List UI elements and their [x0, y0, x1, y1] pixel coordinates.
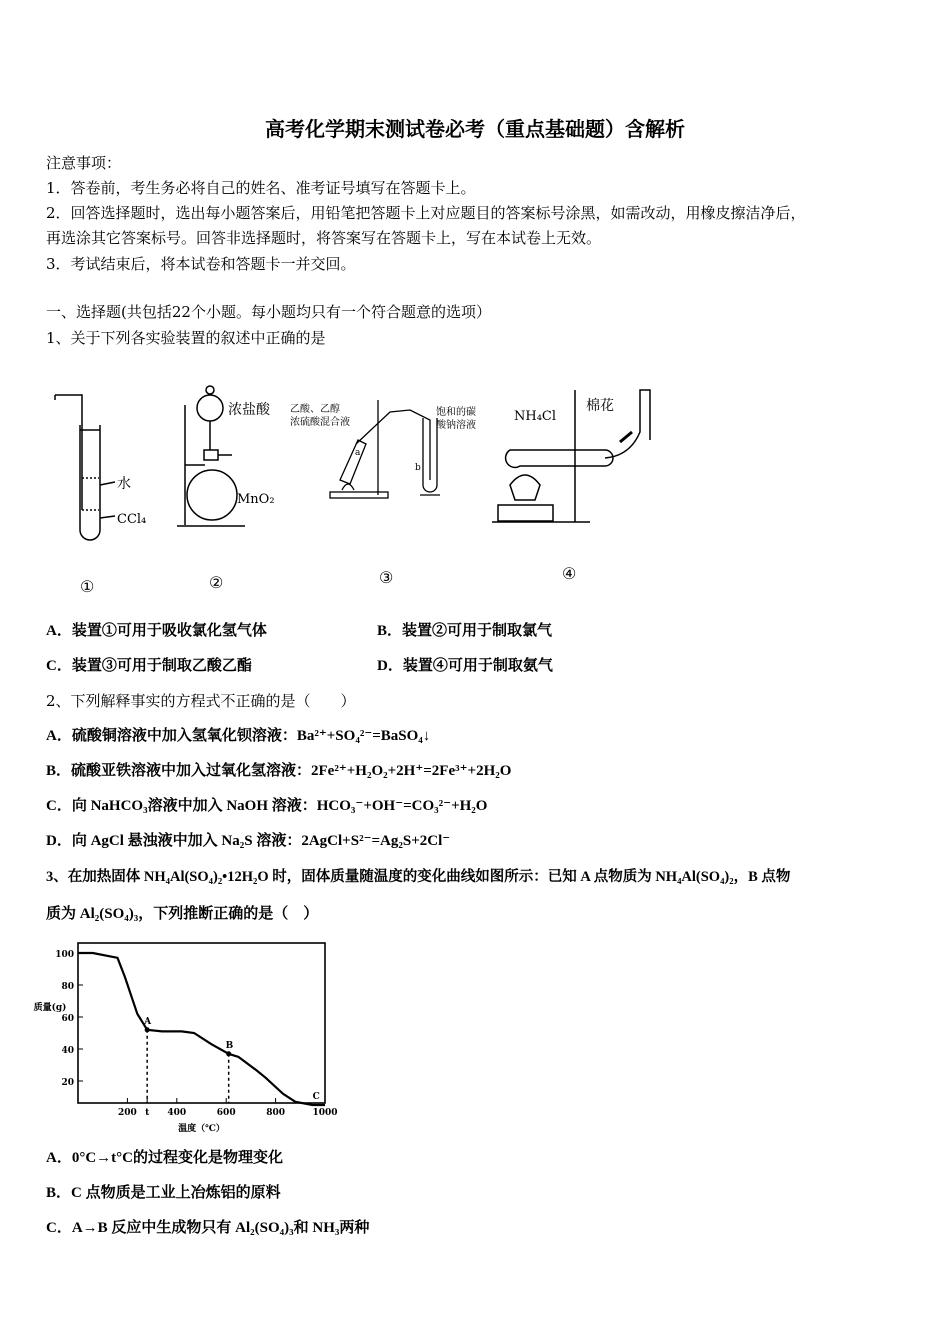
- q1-option-b: B．装置②可用于制取氯气: [377, 623, 553, 639]
- q3-option-a: A．0°C→t°C的过程变化是物理变化: [46, 1150, 283, 1166]
- marker-label-A: A: [144, 1016, 152, 1027]
- x-tick-label: t: [145, 1108, 150, 1118]
- y-tick-label: 60: [61, 1014, 74, 1024]
- y-tick-label: 40: [61, 1046, 74, 1056]
- q1-option-d: D．装置④可用于制取氨气: [377, 658, 553, 674]
- notice-heading: 注意事项：: [46, 154, 122, 172]
- q3-option-b: B．C 点物质是工业上冶炼铝的原料: [46, 1185, 281, 1201]
- notice-item-2-cont: 再选涂其它答案标号。回答非选择题时，将答案写在答题卡上，写在本试卷上无效。: [46, 229, 602, 247]
- label-a: a: [355, 448, 361, 458]
- q1-stem: 1、关于下列各实验装置的叙述中正确的是: [46, 329, 326, 347]
- q2-option-c-text: C．向 NaHCO₃溶液中加入 NaOH 溶液：: [46, 798, 317, 814]
- mass-curve: [78, 953, 325, 1105]
- q2-option-a-text: A．硫酸铜溶液中加入氢氧化钡溶液：: [46, 728, 297, 744]
- section-heading: 一、选择题(共包括22个小题。每小题均只有一个符合题意的选项）: [46, 303, 491, 321]
- marker-label-C: C: [312, 1092, 320, 1102]
- x-tick-label: 800: [266, 1108, 285, 1118]
- q2-option-b-equation: 2Fe²⁺+H₂O₂+2H⁺=2Fe³⁺+2H₂O: [311, 763, 512, 779]
- label-nh4cl: NH₄Cl: [514, 409, 557, 424]
- label-saturated-2: 酸钠溶液: [436, 420, 476, 431]
- mass-temperature-chart: [33, 935, 370, 1145]
- q2-option-b: [46, 761, 511, 781]
- apparatus-figure: [0, 370, 950, 610]
- page-title: 高考化学期末测试卷必考（重点基础题）含解析: [265, 117, 685, 141]
- notice-item-1: 1．答卷前，考生务必将自己的姓名、准考证号填写在答题卡上。: [46, 179, 476, 197]
- q2-stem: 2、下列解释事实的方程式不正确的是（ ）: [46, 692, 356, 710]
- y-tick-label: 80: [61, 982, 74, 992]
- chart-frame: [78, 943, 325, 1103]
- marker-label-B: B: [225, 1040, 234, 1051]
- q3-stem-line-2: 质为 Al₂(SO₄)₃，下列推断正确的是（ ）: [46, 906, 319, 922]
- q3-option-c: C．A→B 反应中生成物只有 Al₂(SO₄)₃和 NH₃两种: [46, 1220, 370, 1236]
- x-tick-label: 400: [167, 1108, 187, 1118]
- q2-option-d-text: D．向 AgCl 悬浊液中加入 Na₂S 溶液：: [46, 833, 302, 849]
- label-mno2: MnO₂: [237, 492, 275, 507]
- q2-option-d-equation: 2AgCl+S²⁻=Ag₂S+2Cl⁻: [301, 833, 451, 849]
- marker-point: [145, 1027, 150, 1032]
- q1-option-c: C．装置③可用于制取乙酸乙酯: [46, 658, 252, 674]
- label-apparatus-1: ①: [80, 577, 95, 596]
- notice-item-3: 3．考试结束后，将本试卷和答题卡一并交回。: [46, 255, 356, 273]
- q2-option-a-equation: Ba²⁺+SO₄²⁻=BaSO₄↓: [296, 728, 431, 744]
- q2-option-d: [46, 831, 450, 851]
- apparatus-3: [330, 400, 440, 498]
- label-cotton: 棉花: [586, 398, 614, 414]
- q2-option-a: [46, 726, 430, 746]
- label-apparatus-3: ③: [379, 568, 394, 587]
- label-saturated-1: 饱和的碳: [436, 407, 476, 418]
- y-axis-label: 质量(g): [33, 1003, 67, 1013]
- x-tick-label: 200: [118, 1108, 137, 1118]
- label-water: 水: [117, 476, 131, 492]
- x-tick-label: 600: [216, 1108, 236, 1118]
- y-tick-label: 100: [55, 950, 74, 960]
- label-hcl: 浓盐酸: [228, 402, 270, 418]
- label-reagent-1: 乙酸、乙醇: [290, 404, 340, 415]
- label-b: b: [415, 463, 421, 473]
- q2-option-c-equation: HCO₃⁻+OH⁻=CO₃²⁻+H₂O: [316, 798, 488, 814]
- label-apparatus-2: ②: [209, 573, 224, 592]
- x-axis-label: 温度（℃）: [178, 1124, 225, 1134]
- label-ccl4: CCl₄: [117, 512, 147, 527]
- q1-option-a: A．装置①可用于吸收氯化氢气体: [46, 623, 267, 639]
- apparatus-1: [55, 395, 115, 540]
- y-tick-label: 20: [61, 1078, 74, 1088]
- q2-option-b-text: B．硫酸亚铁溶液中加入过氧化氢溶液：: [46, 763, 312, 779]
- x-tick-label: 1000: [312, 1108, 338, 1118]
- q2-option-c: [46, 796, 487, 816]
- marker-point: [226, 1051, 231, 1056]
- label-apparatus-4: ④: [562, 564, 577, 583]
- q3-stem-line-1: 3、在加热固体 NH₄Al(SO₄)₂•12H₂O 时，固体质量随温度的变化曲线如图所示：已知 A 点物质为 NH₄Al(SO₄)₂，B 点物: [46, 869, 791, 885]
- notice-item-2: 2．回答选择题时，选出每小题答案后，用铅笔把答题卡上对应题目的答案标号涂黑，如需改动，用橡皮擦洁净后，: [46, 204, 806, 222]
- label-reagent-2: 浓硫酸混合液: [290, 417, 350, 428]
